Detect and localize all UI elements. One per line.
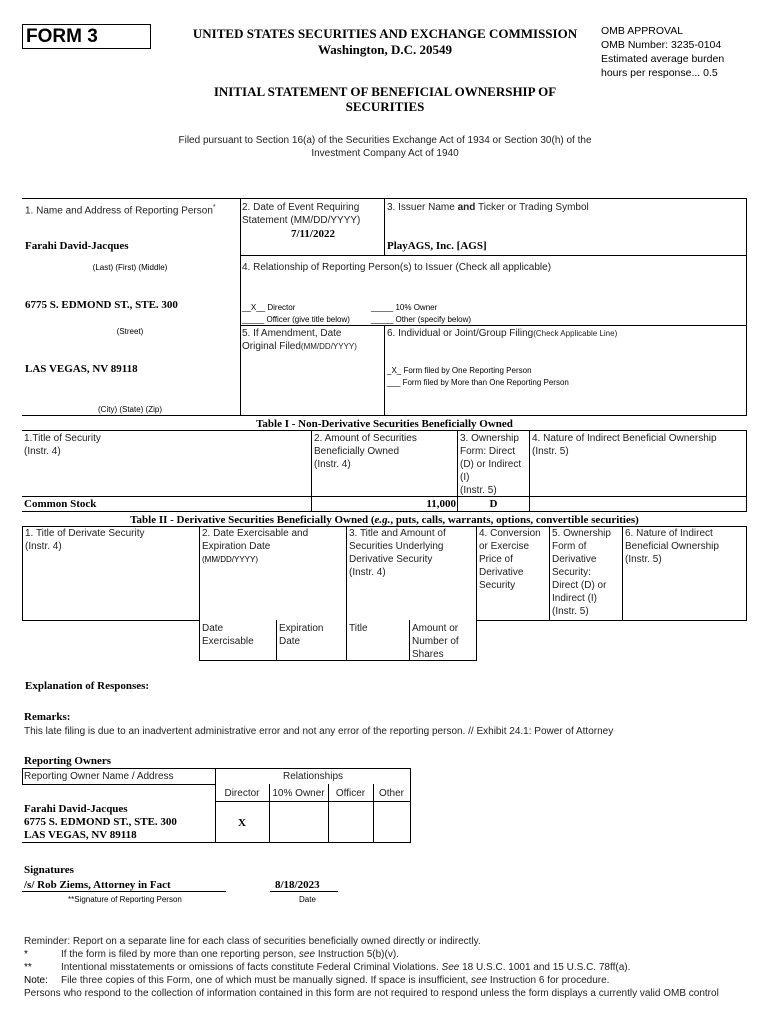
table2-col-ownership-line-1: 5. Ownership bbox=[552, 528, 611, 539]
table2-div2 bbox=[346, 526, 347, 661]
signature-date: 8/18/2023 bbox=[275, 879, 320, 891]
table1-col-ownership-line-1: 3. Ownership bbox=[460, 433, 519, 444]
table1-div3 bbox=[529, 430, 530, 511]
footer-note3: File three copies of this Form, one of which must be manually signed. If space is insufficient, see Instruction 6 for procedure. bbox=[61, 975, 610, 986]
table2-col-ownership-line-5: Direct (D) or bbox=[552, 580, 607, 591]
table2-col-dates-line-2: Expiration Date bbox=[202, 541, 271, 552]
table1-row-form: D bbox=[489, 498, 498, 510]
table2-col-conversion-line-1: 4. Conversion bbox=[479, 528, 541, 539]
table2-col-conversion-line-5: Security bbox=[479, 580, 516, 591]
table2-col-ownership-line-2: Form of bbox=[552, 541, 587, 552]
name-caption: (Last) (First) (Middle) bbox=[92, 263, 168, 272]
table2-col-conversion-line-4: Derivative bbox=[479, 567, 524, 578]
reporting-person-name: Farahi David-Jacques bbox=[25, 240, 129, 252]
owners-head-left bbox=[22, 784, 215, 785]
table2-sub-expiration-line-2: Date bbox=[279, 636, 301, 647]
table2-div1 bbox=[199, 526, 200, 661]
table1-col-title bbox=[24, 432, 101, 458]
table2-col-dates-format: (MM/DD/YYYY) bbox=[202, 555, 258, 564]
filing-label: 6. Individual or Joint/Group Filing(Check Applicable Line) bbox=[387, 328, 618, 339]
table1-col-amount-line-1: 2. Amount of Securities bbox=[314, 433, 417, 444]
owners-col-officer: Officer bbox=[335, 788, 366, 799]
footer-note1: If the form is filed by more than one reporting person, see Instruction 5(b)(v). bbox=[61, 949, 399, 960]
divider-col2 bbox=[384, 198, 385, 255]
table2-div3 bbox=[476, 526, 477, 661]
table1-bottom-border bbox=[22, 511, 747, 512]
owner-city: LAS VEGAS, NV 89118 bbox=[24, 829, 137, 841]
footer-note2-mark: ** bbox=[24, 962, 32, 973]
table2-sub-div1 bbox=[276, 620, 277, 661]
table1-title: Table I - Non-Derivative Securities Beneficially Owned bbox=[256, 418, 513, 430]
table2-col-nature-line-1: 6. Nature of Indirect bbox=[625, 528, 713, 539]
owner-name: Farahi David-Jacques bbox=[24, 803, 128, 815]
owner-director-mark: X bbox=[238, 817, 246, 829]
table2-sub-amount bbox=[412, 622, 459, 661]
owners-heading: Reporting Owners bbox=[24, 755, 112, 767]
table2-col-underlying-line-2: Securities Underlying bbox=[349, 541, 444, 552]
table2-col-underlying-line-4: (Instr. 4) bbox=[349, 567, 386, 578]
filed-line2: Investment Company Act of 1940 bbox=[311, 148, 459, 159]
table1-col-nature-line-2: (Instr. 5) bbox=[532, 446, 569, 457]
table1-col-ownership-line-3: (D) or Indirect bbox=[460, 459, 522, 470]
owners-head-right bbox=[215, 801, 411, 802]
owners-top bbox=[22, 768, 411, 769]
table1-col-amount-line-3: (Instr. 4) bbox=[314, 459, 351, 470]
table2-col-ownership-line-3: Derivative bbox=[552, 554, 597, 565]
table1-col-ownership bbox=[460, 432, 521, 497]
table2-col-underlying bbox=[349, 527, 446, 579]
table1-row-border bbox=[22, 496, 747, 497]
filed-line1: Filed pursuant to Section 16(a) of the Securities Exchange Act of 1934 or Section 30(h) of the bbox=[178, 135, 592, 146]
remarks-text: This late filing is due to an inadvertent administrative error and not any error of the reporting person. // Exhibit 24.1: Power of Attorney bbox=[24, 726, 614, 737]
omb-hours: hours per response... 0.5 bbox=[601, 67, 718, 79]
table2-mid-left bbox=[22, 620, 200, 621]
table2-sub-amount-line-2: Number of bbox=[412, 636, 459, 647]
table2-div4 bbox=[549, 526, 550, 621]
city-caption: (City) (State) (Zip) bbox=[98, 405, 162, 414]
signatures-heading: Signatures bbox=[24, 864, 74, 876]
table2-sub-date-exercisable bbox=[202, 622, 254, 648]
owners-left bbox=[22, 768, 23, 785]
event-label-line2: Statement (MM/DD/YYYY) bbox=[242, 215, 361, 226]
table2-sub-expiration bbox=[279, 622, 323, 648]
remarks-heading: Remarks: bbox=[24, 711, 71, 723]
table2-col-underlying-line-3: Derivative Security bbox=[349, 554, 433, 565]
table2-col-dates-line-1: 2. Date Exercisable and bbox=[202, 528, 309, 539]
event-date-value: 7/11/2022 bbox=[290, 228, 335, 240]
table1-row-title: Common Stock bbox=[24, 498, 97, 510]
street-caption: (Street) bbox=[116, 327, 144, 336]
table2-col-ownership bbox=[552, 527, 611, 618]
table1-col-ownership-line-4: (I) bbox=[460, 472, 470, 483]
table2-sub-div2 bbox=[409, 620, 410, 661]
relationship-other: _____ Other (specify below) bbox=[371, 315, 472, 324]
table2-col-nature-line-2: Beneficial Ownership bbox=[625, 541, 719, 552]
table1-col-title-line-1: 1.Title of Security bbox=[24, 433, 101, 444]
table2-div5 bbox=[622, 526, 623, 621]
table2-col-ownership-line-6: Indirect (I) bbox=[552, 593, 598, 604]
table1-col-title-line-2: (Instr. 4) bbox=[24, 446, 61, 457]
footer-reminder: Reminder: Report on a separate line for each class of securities beneficially owned directly or indirectly. bbox=[24, 936, 481, 947]
table2-col-underlying-line-1: 3. Title and Amount of bbox=[349, 528, 446, 539]
divider-row1 bbox=[240, 255, 747, 256]
reporting-person-street: 6775 S. EDMOND ST., STE. 300 bbox=[25, 299, 178, 311]
owners-col-relationships: Relationships bbox=[282, 771, 344, 782]
omb-number: OMB Number: 3235-0104 bbox=[601, 39, 722, 51]
table2-col-ownership-line-4: Security: bbox=[552, 567, 591, 578]
footer-persons: Persons who respond to the collection of information contained in this form are not required to respond unless the form displays a currently valid OMB control bbox=[24, 988, 719, 999]
table2-mid-right bbox=[476, 620, 747, 621]
filing-more-persons: ___ Form filed by More than One Reporting Person bbox=[387, 378, 569, 387]
statement-title-line2: SECURITIES bbox=[345, 99, 425, 114]
issuer-label: 3. Issuer Name and Ticker or Trading Symbol bbox=[387, 202, 589, 213]
table1-col-nature-line-1: 4. Nature of Indirect Beneficial Ownership bbox=[532, 433, 717, 444]
table1-col-nature bbox=[532, 432, 717, 458]
footer-note1-mark: * bbox=[24, 949, 28, 960]
signature-line bbox=[22, 891, 226, 892]
owners-col-name: Reporting Owner Name / Address bbox=[24, 771, 174, 782]
table2-col-conversion-line-2: or Exercise bbox=[479, 541, 530, 552]
owners-col-director: Director bbox=[224, 788, 260, 799]
table1-col-amount-line-2: Beneficially Owned bbox=[314, 446, 400, 457]
divider-col1 bbox=[240, 198, 241, 415]
table1-col-ownership-line-5: (Instr. 5) bbox=[460, 485, 497, 496]
statement-title-line1: INITIAL STATEMENT OF BENEFICIAL OWNERSHIP OF bbox=[213, 84, 557, 99]
footer-note3-mark: Note: bbox=[24, 975, 48, 986]
owners-col-other: Other bbox=[378, 788, 404, 799]
reporting-person-city: LAS VEGAS, NV 89118 bbox=[25, 363, 138, 375]
table2-sub-expiration-line-1: Expiration bbox=[279, 623, 324, 634]
relationship-label: 4. Relationship of Reporting Person(s) to Issuer (Check all applicable) bbox=[242, 262, 552, 273]
omb-title: OMB APPROVAL bbox=[601, 25, 684, 37]
agency-name: UNITED STATES SECURITIES AND EXCHANGE COMMISSION bbox=[192, 26, 578, 41]
table1-row-amount: 11,000 bbox=[426, 498, 456, 510]
signature-date-caption: Date bbox=[299, 895, 316, 904]
table1-top-border bbox=[22, 430, 747, 431]
table2-col-title-line-1: 1. Title of Derivate Security bbox=[25, 528, 145, 539]
table2-sub-date-exercisable-line-2: Exercisable bbox=[202, 636, 254, 647]
table2-sub-date-exercisable-line-1: Date bbox=[202, 623, 224, 634]
owner-street: 6775 S. EDMOND ST., STE. 300 bbox=[24, 816, 177, 828]
table2-sub-amount-line-1: Amount or bbox=[412, 623, 459, 634]
table2-col-ownership-line-7: (Instr. 5) bbox=[552, 606, 589, 617]
signature-date-line bbox=[270, 891, 338, 892]
omb-approval-block bbox=[601, 24, 724, 80]
relationship-officer: _____ Officer (give title below) bbox=[242, 315, 350, 324]
table2-col-title-line-2: (Instr. 4) bbox=[25, 541, 62, 552]
owner-row-address bbox=[24, 803, 177, 842]
relationship-ten-pct: _____ 10% Owner bbox=[371, 303, 438, 312]
footer-note2: Intentional misstatements or omissions of facts constitute Federal Criminal Violations. See 18 U.S.C. 1001 and 15 U.S.C. 78ff(a). bbox=[61, 962, 631, 973]
table2-col-nature bbox=[625, 527, 719, 566]
table2-left bbox=[22, 526, 23, 621]
event-label-line1: 2. Date of Event Requiring bbox=[242, 202, 360, 213]
table2-col-conversion-line-3: Price of bbox=[479, 554, 513, 565]
filed-pursuant bbox=[110, 134, 660, 160]
table2-col-dates bbox=[202, 527, 308, 553]
top-box-right-border bbox=[746, 198, 747, 415]
amendment-label-line1: 5. If Amendment, Date bbox=[242, 328, 342, 339]
amendment-label: 5. If Amendment, Date Original Filed(MM/DD/YYYY) bbox=[242, 328, 357, 352]
explanation-heading: Explanation of Responses: bbox=[25, 680, 150, 692]
event-date-label bbox=[242, 201, 360, 227]
table1-col-ownership-line-2: Form: Direct bbox=[460, 446, 515, 457]
statement-title bbox=[160, 84, 610, 114]
table2-col-title bbox=[25, 527, 145, 553]
signature-name: /s/ Rob Ziems, Attorney in Fact bbox=[24, 879, 171, 891]
table2-title: Table II - Derivative Securities Beneficially Owned (e.g., puts, calls, warrants, options, convertible securities) bbox=[130, 514, 639, 526]
relationship-director: __X__ Director bbox=[242, 303, 296, 312]
agency-location: Washington, D.C. 20549 bbox=[318, 42, 452, 57]
divider-col3 bbox=[384, 325, 385, 415]
reporting-person-label: 1. Name and Address of Reporting Person* bbox=[25, 204, 216, 217]
owners-col-ten: 10% Owner bbox=[272, 788, 325, 799]
table2-col-nature-line-3: (Instr. 5) bbox=[625, 554, 662, 565]
omb-burden: Estimated average burden bbox=[601, 53, 725, 65]
form-label: FORM 3 bbox=[26, 26, 98, 47]
issuer-name: PlayAGS, Inc. [AGS] bbox=[387, 240, 487, 252]
table2-col-conversion bbox=[479, 527, 541, 592]
owners-bottom bbox=[22, 842, 411, 843]
table2-sub-amount-line-3: Shares bbox=[412, 649, 444, 660]
filing-one-person: _X_ Form filed by One Reporting Person bbox=[387, 366, 532, 375]
table1-right bbox=[746, 430, 747, 511]
table1-col-amount bbox=[314, 432, 417, 471]
signature-caption: **Signature of Reporting Person bbox=[68, 895, 182, 904]
table2-right bbox=[746, 526, 747, 621]
table2-sub-title: Title bbox=[349, 623, 368, 634]
